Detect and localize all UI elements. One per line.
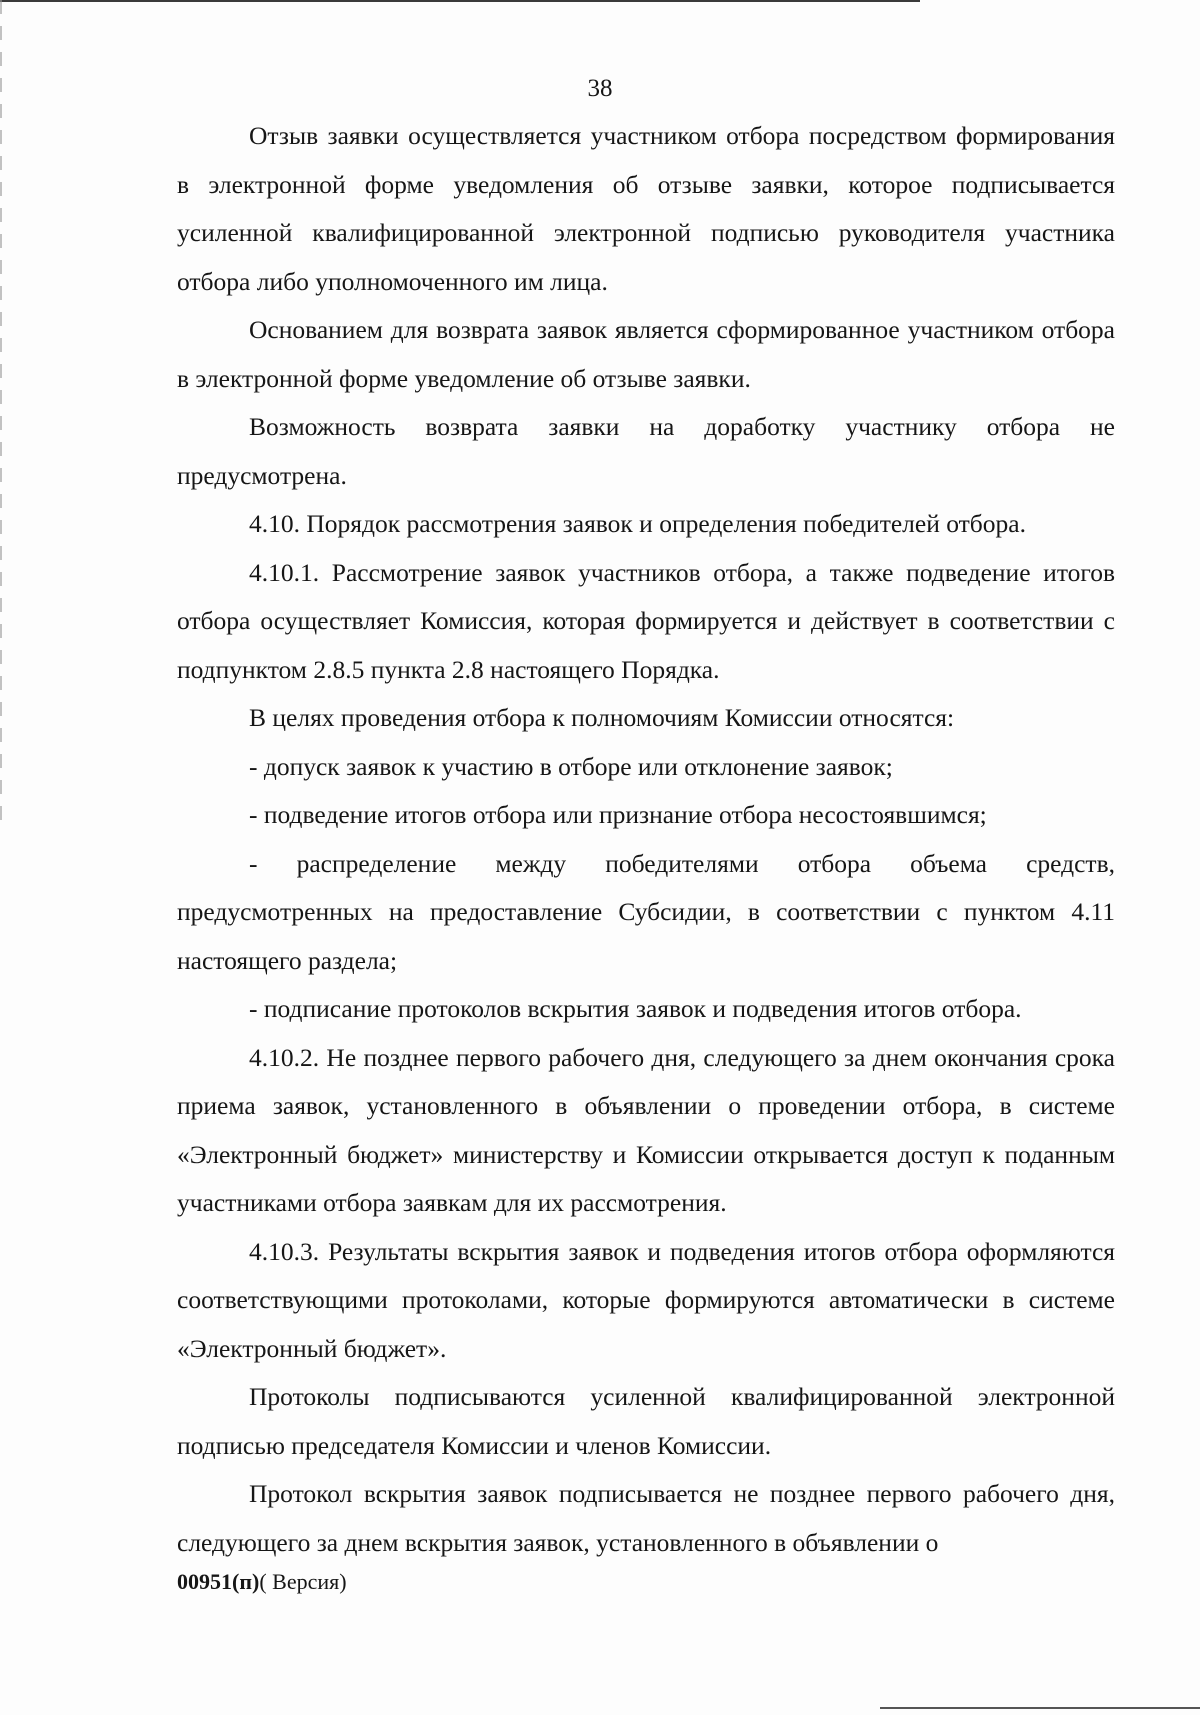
list-item-admission: - допуск заявок к участию в отборе или отклонение заявок;: [249, 751, 893, 781]
paragraph-4-10-1: 4.10.1. Рассмотрение заявок участников отбора, а также подведение итогов отбора осуществляет Комиссия, которая формируется и действует в соответствии с подпунктом 2.8.5 пункта 2.8 настоящего Порядка.: [177, 557, 1115, 684]
list-item-signing: - подписание протоколов вскрытия заявок и подведения итогов отбора.: [249, 994, 1022, 1023]
paragraph-return-basis: Основанием для возврата заявок является сформированное участником отбора в электронной форме уведомление об отзыве заявки.: [177, 315, 1115, 393]
paragraph-protocol-signing: Протоколы подписываются усиленной квалифицированной электронной подписью председателя Комиссии и членов Комиссии.: [177, 1382, 1115, 1460]
scan-bottom-edge-line: [880, 1707, 1200, 1709]
paragraph-opening-protocol: Протокол вскрытия заявок подписывается не позднее первого рабочего дня, следующего за днем вскрытия заявок, установленного в объявлении о: [177, 1479, 1115, 1557]
page-number: 38: [587, 75, 613, 102]
paragraph-4-10-2: 4.10.2. Не позднее первого рабочего дня, следующего за днем окончания срока приема заявок, установленного в объявлении о проведении отбора, в системе «Электронный бюджет» министерству и Комиссии открывается доступ к поданным участниками отбора заявкам для их рассмотрения.: [177, 1042, 1115, 1217]
paragraph-withdrawal-procedure: Отзыв заявки осуществляется участником отбора посредством формирования в электронной форме уведомления об отзыве заявки, которое подписывается усиленной квалифицированной электронной подписью руководителя участника отбора либо уполномоченного им лица.: [177, 121, 1115, 296]
list-item-distribution: - распределение между победителями отбора объема средств, предусмотренных на предоставление Субсидии, в соответствии с пунктом 4.11 настоящего раздела;: [177, 848, 1115, 975]
paragraph-section-4-10-heading: 4.10. Порядок рассмотрения заявок и определения победителей отбора.: [249, 509, 1026, 538]
footer-version: ( Версия): [259, 1569, 347, 1594]
document-body: [177, 112, 1115, 1567]
footer-document-code: [177, 1567, 347, 1597]
paragraph-4-10-3: 4.10.3. Результаты вскрытия заявок и подведения итогов отбора оформляются соответствующими протоколами, которые формируются автоматически в системе «Электронный бюджет».: [177, 1236, 1115, 1363]
scan-left-edge-marks: [0, 0, 2, 820]
scan-top-edge-line: [0, 0, 920, 2]
paragraph-no-revision: Возможность возврата заявки на доработку участнику отбора не предусмотрена.: [177, 412, 1115, 490]
footer-code: 00951(п): [177, 1569, 260, 1594]
paragraph-commission-powers-intro: В целях проведения отбора к полномочиям Комиссии относятся:: [249, 703, 955, 732]
list-item-results: - подведение итогов отбора или признание отбора несостоявшимся;: [249, 800, 987, 829]
